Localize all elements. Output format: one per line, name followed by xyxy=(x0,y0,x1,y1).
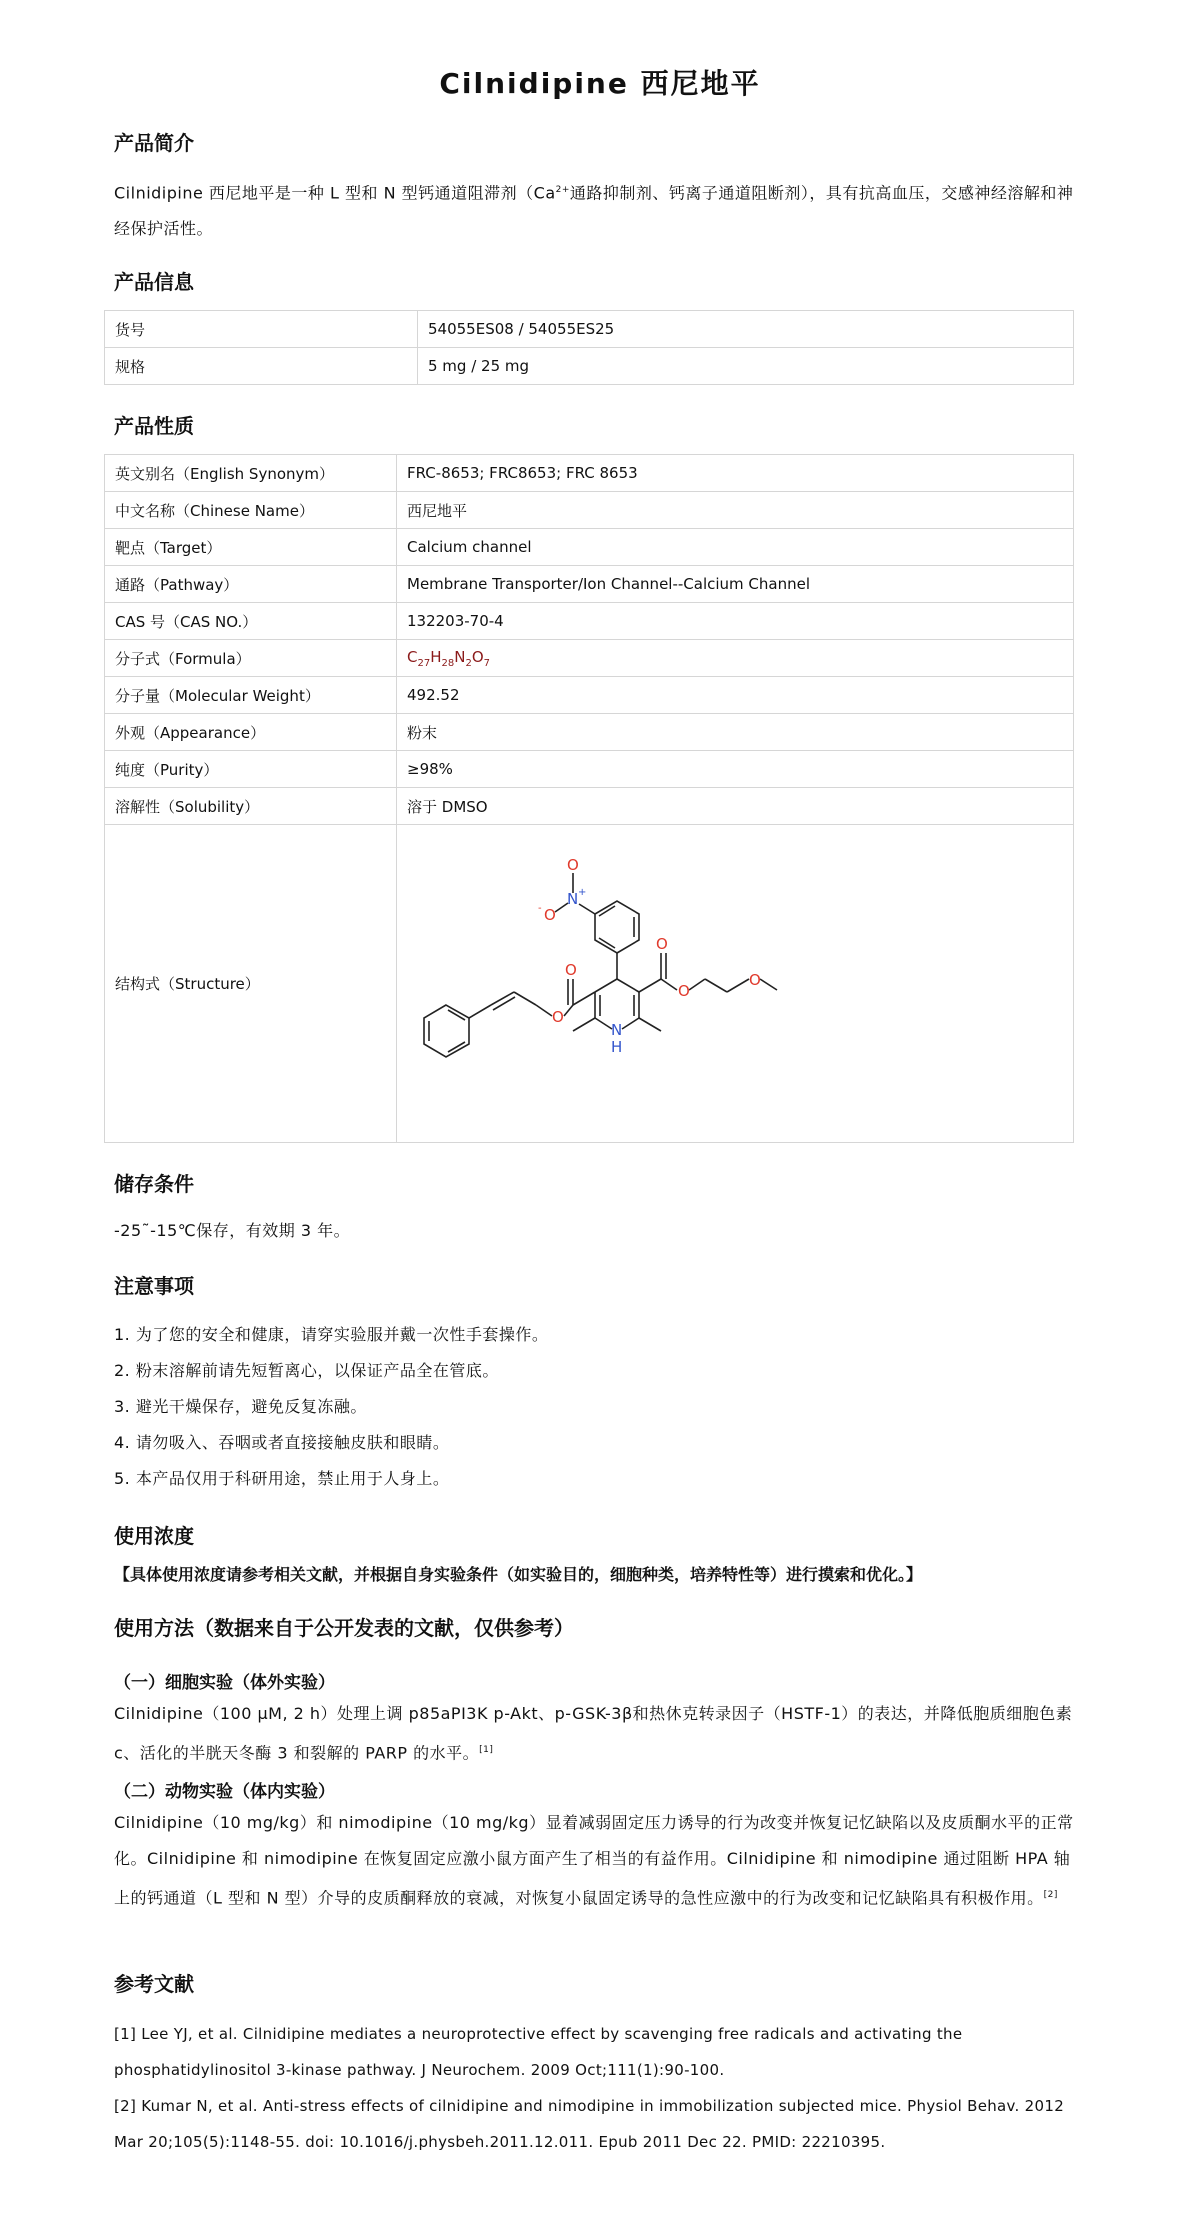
table-row xyxy=(105,348,1074,385)
single-bond xyxy=(491,992,514,1005)
prop-key: 分子式（Formula） xyxy=(105,640,397,677)
info-key: 规格 xyxy=(105,348,418,385)
formula-atom: C xyxy=(407,647,418,666)
storage-text: -25˜-15℃保存，有效期 3 年。 xyxy=(114,1221,351,1240)
method-heading: 使用方法（数据来自于公开发表的文献，仅供参考） xyxy=(114,1616,574,1640)
list-item: 4. 请勿吸入、吞咽或者直接接触皮肤和眼睛。 xyxy=(114,1433,450,1452)
structure-atoms xyxy=(538,856,761,1056)
single-bond xyxy=(595,979,617,992)
single-bond xyxy=(661,979,677,990)
nitro-oxygen-label: O xyxy=(567,856,579,874)
usage-text: 【具体使用浓度请参考相关文献，并根据自身实验条件（如实验目的，细胞种类，培养特性等）进行摸索和优化。】 xyxy=(114,1565,923,1584)
single-bond xyxy=(573,992,595,1005)
structure-cell xyxy=(397,825,1074,1143)
formula-count: 7 xyxy=(483,657,491,669)
single-bond xyxy=(617,979,639,992)
oxygen-label: O xyxy=(552,1008,564,1026)
info-value: 5 mg / 25 mg xyxy=(418,348,1074,385)
charge-plus-label: + xyxy=(578,887,587,898)
intro-text-part: Cilnidipine 西尼地平是一种 L 型和 N 型钙通道阻滞剂（Ca xyxy=(114,183,556,203)
animal-text-body: Cilnidipine（10 mg/kg）和 nimodipine（10 mg/kg）显着减弱固定压力诱导的行为改变并恢复记忆缺陷以及皮质酮水平的正常化。Cilnidipine 和 nimodipine 在恢复固定应激小鼠方面产生了相当的有益作用。Cilnidipine 和 nimodipine 通过阻断 HPA 轴上的钙通道（L 型和 N 型）介导的皮质酮释放的衰减，对恢复小鼠固定诱导的急性应激中的行为改变和记忆缺陷具有积极作用。 xyxy=(114,1813,1074,1908)
prop-value: Membrane Transporter/Ion Channel--Calcium Channel xyxy=(397,566,1074,603)
cell-experiment-text xyxy=(114,1696,1084,1771)
table-row xyxy=(105,529,1074,566)
single-bond xyxy=(536,1005,552,1016)
table-row xyxy=(105,788,1074,825)
methyl-bond xyxy=(573,1018,595,1031)
nitrogen-label: N xyxy=(611,1021,623,1039)
citation-ref: [2] xyxy=(1043,1890,1058,1900)
table-row xyxy=(105,566,1074,603)
animal-experiment-text xyxy=(114,1805,1084,1916)
prop-value: 粉末 xyxy=(397,714,1074,751)
info-key: 货号 xyxy=(105,311,418,348)
list-item: 2. 粉末溶解前请先短暂离心，以保证产品全在管底。 xyxy=(114,1361,499,1380)
oxygen-label: O xyxy=(565,961,577,979)
single-bond xyxy=(705,979,727,992)
info-heading: 产品信息 xyxy=(114,270,194,294)
formula-atom: O xyxy=(471,647,484,666)
single-bond xyxy=(514,992,536,1005)
table-row xyxy=(105,603,1074,640)
page-title: Cilnidipine 西尼地平 xyxy=(439,67,761,100)
prop-key: 外观（Appearance） xyxy=(105,714,397,751)
table-row xyxy=(105,455,1074,492)
cell-experiment-heading: （一）细胞实验（体外实验） xyxy=(114,1673,335,1693)
prop-key: 溶解性（Solubility） xyxy=(105,788,397,825)
formula-count: 27 xyxy=(417,657,431,669)
single-bond xyxy=(564,1005,573,1016)
double-bond xyxy=(493,997,515,1010)
prop-value: 西尼地平 xyxy=(397,492,1074,529)
list-item: 5. 本产品仅用于科研用途，禁止用于人身上。 xyxy=(114,1469,450,1488)
info-table xyxy=(104,310,1074,385)
prop-key: 英文别名（English Synonym） xyxy=(105,455,397,492)
prop-value: ≥98% xyxy=(397,751,1074,788)
cell-text-body: Cilnidipine（100 μM, 2 h）处理上调 p85aPI3K p-Akt、p-GSK-3β和热休克转录因子（HSTF-1）的表达，并降低胞质细胞色素 c、活化的半胱天冬酶 3 和裂解的 PARP 的水平。 xyxy=(114,1704,1073,1763)
structure-key: 结构式（Structure） xyxy=(105,825,397,1143)
intro-heading: 产品简介 xyxy=(114,131,194,155)
list-item: 1. 为了您的安全和健康，请穿实验服并戴一次性手套操作。 xyxy=(114,1325,549,1344)
prop-key: 中文名称（Chinese Name） xyxy=(105,492,397,529)
structure-bonds xyxy=(424,873,777,1057)
charge-minus-label: - xyxy=(538,903,542,914)
table-row xyxy=(105,677,1074,714)
citation-ref: [1] xyxy=(479,1745,494,1755)
hydrogen-label: H xyxy=(611,1038,623,1056)
references-heading: 参考文献 xyxy=(114,1972,194,1996)
single-bond xyxy=(727,979,749,992)
formula-value xyxy=(397,640,1074,677)
animal-experiment-heading: （二）动物实验（体内实验） xyxy=(114,1782,335,1802)
prop-value: 132203-70-4 xyxy=(397,603,1074,640)
formula-atom: N xyxy=(454,647,466,666)
prop-value: 492.52 xyxy=(397,677,1074,714)
properties-heading: 产品性质 xyxy=(114,414,194,438)
methyl-bond xyxy=(639,1018,661,1031)
single-bond xyxy=(579,904,595,914)
cilnidipine-structure-diagram xyxy=(397,825,1073,1138)
intro-text xyxy=(114,172,1084,247)
prop-key: 分子量（Molecular Weight） xyxy=(105,677,397,714)
single-bond xyxy=(622,1018,639,1029)
intro-sup: 2+ xyxy=(555,185,570,195)
table-row xyxy=(105,311,1074,348)
formula-atom: H xyxy=(430,647,442,666)
table-row xyxy=(105,714,1074,751)
intro-text-part: 通路抑制剂、钙离子通道阻断剂），具有抗高血压，交感神经溶解和神经保护活性。 xyxy=(114,183,1074,239)
phenyl-ring xyxy=(424,1005,469,1057)
oxygen-label: O xyxy=(656,935,668,953)
single-bond xyxy=(595,1018,612,1029)
prop-value: Calcium channel xyxy=(397,529,1074,566)
prop-key: 纯度（Purity） xyxy=(105,751,397,788)
prop-key: CAS 号（CAS NO.） xyxy=(105,603,397,640)
properties-table xyxy=(104,454,1074,1143)
formula-count: 28 xyxy=(441,657,455,669)
single-bond xyxy=(760,979,777,990)
prop-value: 溶于 DMSO xyxy=(397,788,1074,825)
formula-count: 2 xyxy=(465,657,472,669)
nitro-oxygen-label: O xyxy=(544,906,556,924)
table-row xyxy=(105,825,1074,1143)
prop-key: 靶点（Target） xyxy=(105,529,397,566)
table-row xyxy=(105,751,1074,788)
single-bond xyxy=(689,979,705,990)
nitro-nitrogen-label: N xyxy=(567,890,579,908)
storage-heading: 储存条件 xyxy=(114,1172,194,1196)
table-row xyxy=(105,492,1074,529)
prop-value: FRC-8653; FRC8653; FRC 8653 xyxy=(397,455,1074,492)
reference-item: [2] Kumar N, et al. Anti-stress effects of cilnidipine and nimodipine in immobilization subjected mice. Physiol Behav. 2012 Mar 20;105(5):1148-55. doi: 10.1016/j.physbeh.2011.12.011. Epub 2011 Dec 22. PMID: 22210395. xyxy=(114,2097,1065,2151)
table-row xyxy=(105,640,1074,677)
single-bond xyxy=(639,979,661,992)
list-item: 3. 避光干燥保存，避免反复冻融。 xyxy=(114,1397,367,1416)
prop-key: 通路（Pathway） xyxy=(105,566,397,603)
oxygen-label: O xyxy=(749,971,761,989)
oxygen-label: O xyxy=(678,982,690,1000)
info-value: 54055ES08 / 54055ES25 xyxy=(418,311,1074,348)
notes-heading: 注意事项 xyxy=(114,1274,194,1298)
single-bond xyxy=(469,1005,491,1018)
nitrophenyl-ring xyxy=(595,901,639,953)
usage-heading: 使用浓度 xyxy=(114,1524,194,1548)
reference-item: [1] Lee YJ, et al. Cilnidipine mediates a neuroprotective effect by scavenging free radicals and activating the phosphatidylinositol 3-kinase pathway. J Neurochem. 2009 Oct;111(1):90-100. xyxy=(114,2025,963,2079)
